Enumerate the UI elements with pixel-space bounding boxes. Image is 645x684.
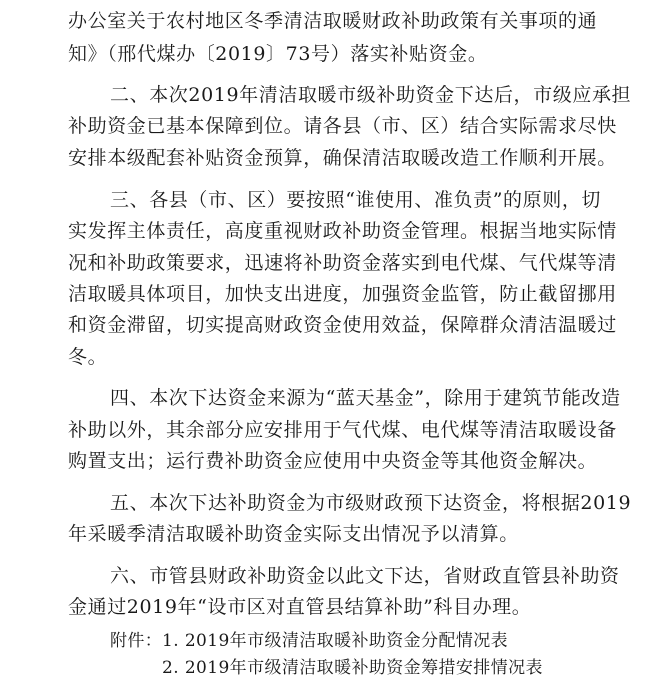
paragraph-line: 四、本次下达资金来源为“蓝天基金”，除用于建筑节能改造 — [110, 387, 621, 409]
paragraph-line: 洁取暖具体项目，加快支出进度，加强资金监管，防止截留挪用 — [68, 283, 617, 305]
paragraph-line: 年采暖季清洁取暖补助资金实际支出情况予以清算。 — [68, 523, 519, 545]
paragraph-line: 知》（邢代煤办〔2019〕73号）落实补贴资金。 — [68, 43, 488, 65]
paragraph-line: 况和补助政策要求，迅速将补助资金落实到电代煤、气代煤等清 — [68, 252, 617, 274]
paragraph-line: 办公室关于农村地区冬季清洁取暖财政补助政策有关事项的通 — [68, 10, 598, 32]
paragraph-line: 六、市管县财政补助资金以此文下达，省财政直管县补助资 — [110, 565, 620, 587]
paragraph-line: 五、本次下达补助资金为市级财政预下达资金，将根据2019 — [110, 492, 632, 514]
attachment-item: 2. 2019年市级清洁取暖补助资金筹措安排情况表 — [162, 658, 543, 678]
paragraph-line: 金通过2019年“设市区对直管县结算补助”科目办理。 — [68, 596, 532, 618]
paragraph-line: 安排本级配套补贴资金预算，确保清洁取暖改造工作顺利开展。 — [68, 147, 617, 169]
paragraph-line: 和资金滞留，切实提高财政资金使用效益，保障群众清洁温暖过 — [68, 314, 617, 336]
paragraph-line: 购置支出；运行费补助资金应使用中央资金等其他资金解决。 — [68, 450, 598, 472]
paragraph-line: 三、各县（市、区）要按照“谁使用、准负责”的原则，切 — [110, 189, 602, 211]
paragraph-line: 实发挥主体责任，高度重视财政补助资金管理。根据当地实际情 — [68, 220, 617, 242]
paragraph-line: 冬。 — [68, 346, 108, 368]
attachment-item: 1. 2019年市级清洁取暖补助资金分配情况表 — [162, 631, 509, 651]
paragraph-line: 二、本次2019年清洁取暖市级补助资金下达后，市级应承担 — [110, 84, 632, 106]
paragraph-line: 补助以外，其余部分应安排用于气代煤、电代煤等清洁取暖设备 — [68, 419, 617, 441]
attachments-label: 附件： — [110, 631, 163, 651]
paragraph-line: 补助资金已基本保障到位。请各县（市、区）结合实际需求尽快 — [68, 115, 617, 137]
